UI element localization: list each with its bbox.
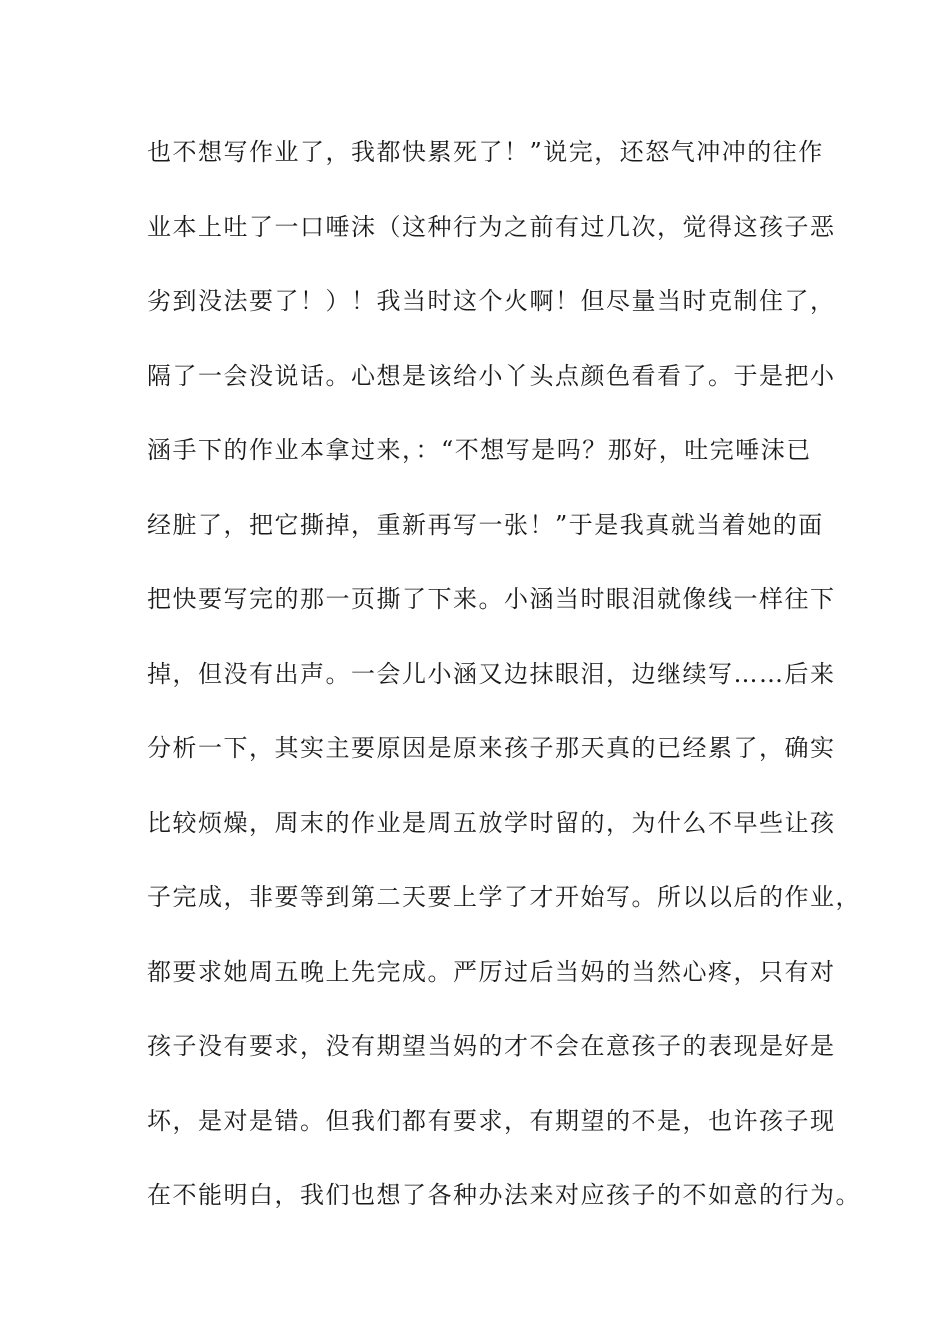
- text-line-7: 把快要写完的那一页撕了下来。小涵当时眼泪就像线一样往下: [147, 585, 836, 613]
- text-line-12: 都要求她周五晚上先完成。严厉过后当妈的当然心疼，只有对: [147, 957, 836, 986]
- text-line-15: 在不能明白，我们也想了各种办法来对应孩子的不如意的行为。: [147, 1181, 861, 1209]
- text-line-13: 孩子没有要求，没有期望当妈的才不会在意孩子的表现是好是: [147, 1032, 836, 1060]
- text-line-2: 业本上吐了一口唾沫（这种行为之前有过几次，觉得这孩子恶: [147, 212, 836, 241]
- text-line-4: 隔了一会没说话。心想是该给小丫头点颜色看看了。于是把小: [147, 361, 836, 390]
- body-text: [147, 131, 861, 1249]
- text-line-9: 分析一下，其实主要原因是原来孩子那天真的已经累了，确实: [147, 734, 836, 762]
- text-line-1: 也不想写作业了，我都快累死了！”说完，还怒气冲冲的往作: [147, 138, 824, 166]
- text-line-5: 涵手下的作业本拿过来，：“不想写是吗？那好，吐完唾沫已: [147, 436, 812, 464]
- text-line-8: 掉，但没有出声。一会儿小涵又边抹眼泪，边继续写……后来: [147, 659, 836, 688]
- text-line-14: 坏，是对是错。但我们都有要求，有期望的不是，也许孩子现: [147, 1106, 836, 1135]
- text-line-3: 劣到没法要了！）！我当时这个火啊！但尽量当时克制住了，: [147, 287, 836, 315]
- text-line-6: 经脏了，把它撕掉，重新再写一张！”于是我真就当着她的面: [147, 510, 824, 539]
- text-line-11: 子完成，非要等到第二天要上学了才开始写。所以以后的作业，: [147, 883, 861, 911]
- text-line-10: 比较烦燥，周末的作业是周五放学时留的，为什么不早些让孩: [147, 808, 836, 837]
